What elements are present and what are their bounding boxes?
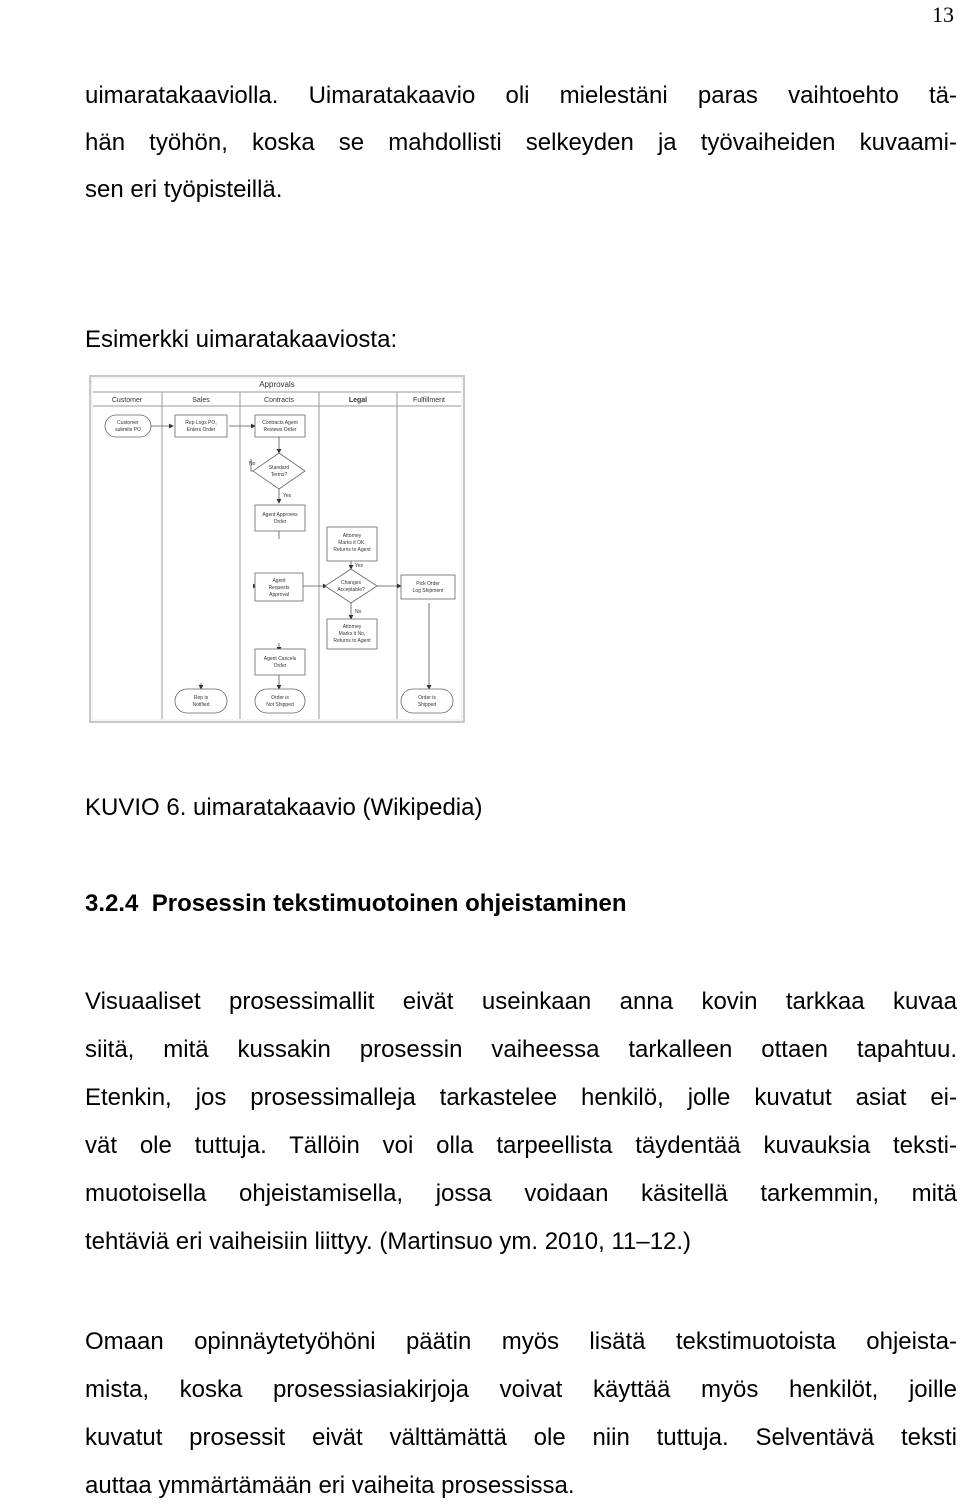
node-label: Acceptable? bbox=[337, 587, 365, 593]
edge-label: Yes bbox=[283, 493, 292, 499]
swimlane-diagram bbox=[89, 375, 465, 723]
node-label: Rep Logs PO, bbox=[185, 420, 217, 426]
node-label: Terms? bbox=[270, 472, 288, 478]
node-label: Standard bbox=[268, 465, 290, 471]
text-line: uimaratakaaviolla. Uimaratakaavio oli mielestäni paras vaihtoehto tä- bbox=[85, 82, 957, 109]
text-line: sen eri työpisteillä. bbox=[85, 176, 283, 203]
text-line: Omaan opinnäytetyöhöni päätin myös lisätä tekstimuotoista ohjeista- bbox=[85, 1328, 957, 1355]
text-line: auttaa ymmärtämään eri vaiheita prosessissa. bbox=[85, 1472, 575, 1499]
lane-header-sales: Sales bbox=[192, 397, 210, 404]
node-label: Agent Cancels bbox=[263, 656, 297, 662]
node-label: Order bbox=[273, 519, 287, 525]
node-label: Agent bbox=[272, 578, 286, 584]
node-label: Shipped bbox=[417, 702, 437, 708]
lane-header-contracts: Contracts bbox=[264, 397, 294, 404]
text-line: mista, koska prosessiasiakirjoja voivat käyttää myös henkilöt, joille bbox=[85, 1376, 957, 1403]
node-contracts-receives bbox=[255, 415, 305, 437]
node-label: Requests bbox=[268, 585, 290, 591]
example-label: Esimerkki uimaratakaaviosta: bbox=[85, 326, 398, 353]
node-label: Order is bbox=[271, 695, 289, 701]
text-line: Visuaaliset prosessimallit eivät useinkaan anna kovin tarkkaa kuvaa bbox=[85, 988, 957, 1015]
intro-paragraph bbox=[85, 72, 957, 213]
section-heading: 3.2.4 Prosessin tekstimuotoinen ohjeistaminen bbox=[85, 890, 627, 917]
node-rep-notified bbox=[175, 689, 227, 713]
node-label: Log Shipment bbox=[412, 588, 444, 594]
node-label: Returns to Agent bbox=[333, 547, 371, 553]
diagram-title: Approvals bbox=[259, 380, 295, 389]
node-label: Customer bbox=[117, 420, 139, 426]
node-label: Reviews Order bbox=[263, 427, 297, 433]
node-customer-submits bbox=[105, 415, 151, 437]
node-label: submits PO bbox=[115, 427, 141, 433]
node-label: Contracts Agent bbox=[262, 420, 298, 426]
text-line: kuvatut prosessit eivät välttämättä ole niin tuttuja. Selventävä teksti bbox=[85, 1424, 957, 1451]
edge-label: No bbox=[249, 461, 256, 467]
page-number: 13 bbox=[932, 2, 954, 27]
lane-header-fulfillment: Fulfillment bbox=[413, 397, 445, 404]
paragraph-2 bbox=[85, 1318, 957, 1510]
paragraph-1 bbox=[85, 978, 957, 1266]
node-sales-logs bbox=[175, 415, 227, 437]
node-label: Order bbox=[273, 663, 287, 669]
figure-caption: KUVIO 6. uimaratakaavio (Wikipedia) bbox=[85, 794, 483, 821]
node-label: Approval bbox=[269, 592, 289, 598]
node-label: Returns to Agent bbox=[333, 638, 371, 644]
node-label: Order is bbox=[418, 695, 436, 701]
node-label: Pick Order bbox=[416, 581, 440, 587]
node-label: Marks it OK, bbox=[338, 540, 366, 546]
node-label: Rep is bbox=[193, 695, 209, 701]
node-label: Changes bbox=[340, 580, 362, 586]
node-label: Attorney bbox=[342, 624, 362, 630]
lane-header-customer: Customer bbox=[111, 397, 143, 404]
text-line: vät ole tuttuja. Tällöin voi olla tarpeellista täydentää kuvauksia teksti- bbox=[85, 1132, 957, 1159]
node-pick-order bbox=[401, 575, 455, 599]
text-line: muotoisella ohjeistamisella, jossa voidaan käsitellä tarkemmin, mitä bbox=[85, 1180, 957, 1207]
node-label: Not Shipped bbox=[266, 702, 294, 708]
text-line: siitä, mitä kussakin prosessin vaiheessa tarkalleen ottaen tapahtuu. bbox=[85, 1036, 957, 1063]
node-order-shipped bbox=[401, 689, 453, 713]
node-agent-approves bbox=[255, 505, 305, 531]
node-label: Attorney bbox=[342, 533, 362, 539]
node-order-not-shipped bbox=[255, 689, 305, 713]
lane-header-legal: Legal bbox=[348, 397, 368, 404]
node-label: Agent Approves bbox=[262, 512, 298, 518]
edge-label: No bbox=[355, 609, 362, 615]
text-line: hän työhön, koska se mahdollisti selkeyden ja työvaiheiden kuvaami- bbox=[85, 129, 957, 156]
node-label: Notified bbox=[192, 702, 210, 708]
edge-label: Yes bbox=[355, 563, 364, 569]
text-line: Etenkin, jos prosessimalleja tarkastelee henkilö, jolle kuvatut asiat ei- bbox=[85, 1084, 957, 1111]
node-label: Marks it No, bbox=[338, 631, 366, 637]
node-agent-cancels bbox=[255, 649, 305, 675]
text-line: tehtäviä eri vaiheisiin liittyy. (Martinsuo ym. 2010, 11–12.) bbox=[85, 1228, 692, 1255]
node-label: Enters Order bbox=[186, 427, 216, 433]
